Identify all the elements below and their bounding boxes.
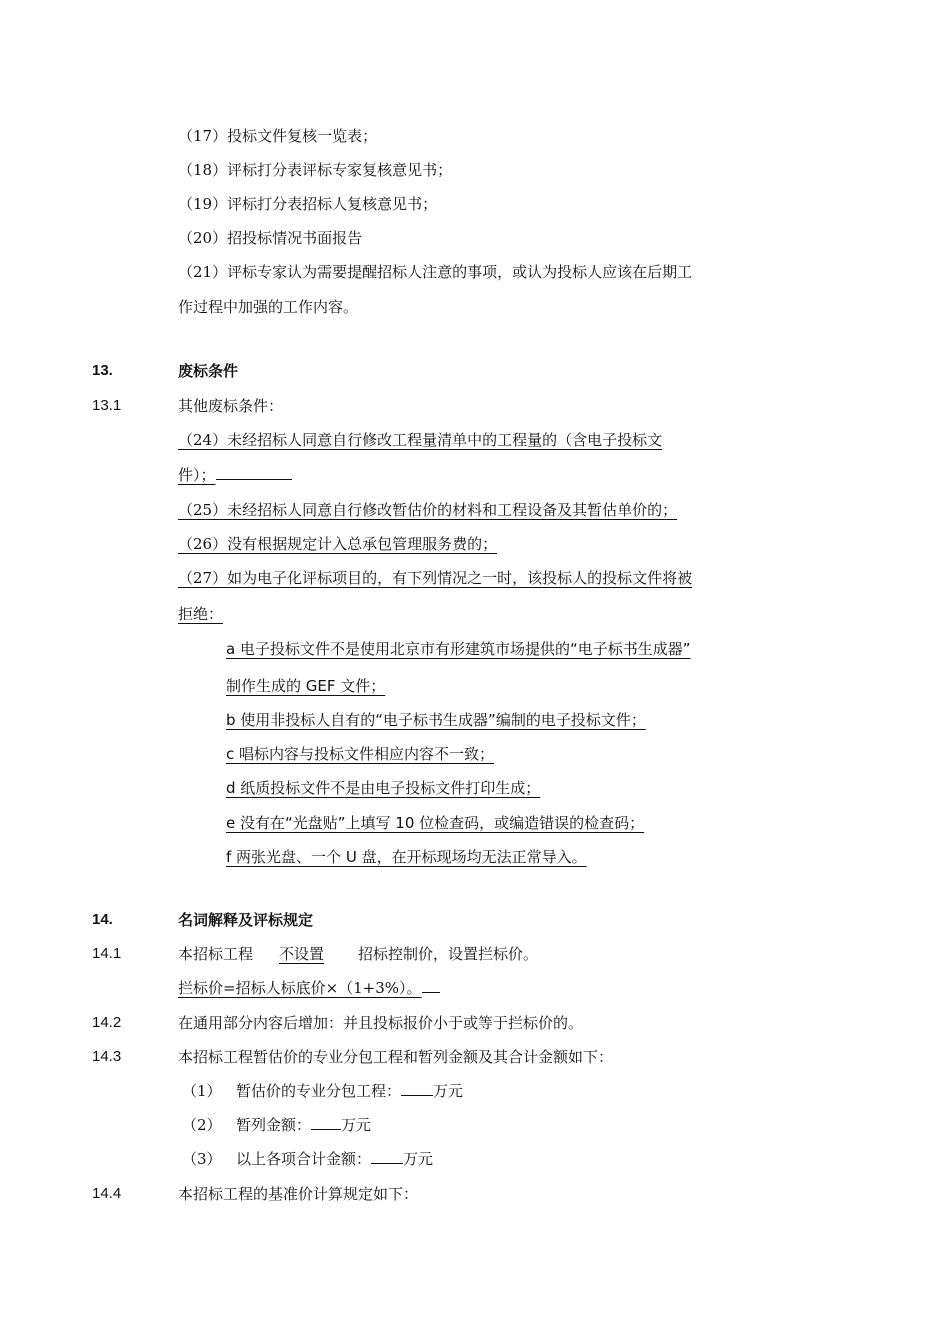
condition-24-cont-text: 件）； bbox=[178, 466, 216, 484]
condition-24-cont bbox=[178, 465, 292, 485]
amount-1 bbox=[236, 1081, 463, 1101]
amount-3 bbox=[236, 1149, 433, 1169]
amount-2 bbox=[236, 1115, 371, 1135]
amount-3-unit: 万元 bbox=[403, 1150, 434, 1168]
sub-condition-c: c 唱标内容与投标文件相应内容不一致； bbox=[226, 745, 495, 763]
sub-condition-a: a 电子投标文件不是使用北京市有形建筑市场提供的“电子标书生成器” bbox=[226, 640, 691, 658]
p141-pre: 本招标工程 bbox=[178, 945, 254, 963]
list-item-20: （20）招投标情况书面报告 bbox=[178, 229, 363, 247]
list-item-21: （21）评标专家认为需要提醒招标人注意的事项，或认为投标人应该在后期工 bbox=[178, 263, 693, 281]
amount-2-label: 暂列金额： bbox=[236, 1116, 312, 1134]
section-14-1-text bbox=[178, 944, 538, 964]
section-13-1-number: 13.1 bbox=[92, 397, 122, 414]
section-14-4-text: 本招标工程的基准价计算规定如下： bbox=[178, 1185, 419, 1203]
section-14-number: 14. bbox=[92, 911, 113, 928]
sub-condition-b: b 使用非投标人自有的“电子标书生成器”编制的电子投标文件； bbox=[226, 711, 646, 729]
underline-blank bbox=[216, 465, 292, 480]
section-13-number: 13. bbox=[92, 362, 113, 379]
section-13-1-title: 其他废标条件： bbox=[178, 397, 284, 415]
section-14-2-text: 在通用部分内容后增加：并且投标报价小于或等于拦标价的。 bbox=[178, 1014, 584, 1032]
sub-condition-d: d 纸质投标文件不是由电子投标文件打印生成； bbox=[226, 779, 541, 797]
section-14-1-number: 14.1 bbox=[92, 945, 122, 962]
amount-3-blank bbox=[371, 1149, 403, 1164]
amount-1-unit: 万元 bbox=[433, 1082, 464, 1100]
amount-2-unit: 万元 bbox=[341, 1116, 372, 1134]
section-13-title: 废标条件 bbox=[178, 362, 239, 380]
section-14-3-text: 本招标工程暂估价的专业分包工程和暂列金额及其合计金额如下： bbox=[178, 1048, 614, 1066]
list-item-17: （17）投标文件复核一览表； bbox=[178, 127, 378, 145]
underline-blank bbox=[422, 978, 440, 993]
sub-condition-a-cont: 制作生成的 GEF 文件； bbox=[226, 677, 386, 695]
condition-26: （26）没有根据规定计入总承包管理服务费的； bbox=[178, 535, 498, 553]
list-item-19: （19）评标打分表招标人复核意见书； bbox=[178, 195, 438, 213]
section-14-4-number: 14.4 bbox=[92, 1185, 122, 1202]
condition-24: （24）未经招标人同意自行修改工程量清单中的工程量的（含电子投标文 bbox=[178, 431, 663, 449]
sub-condition-e: e 没有在“光盘贴”上填写 10 位检查码，或编造错误的检查码； bbox=[226, 814, 645, 832]
section-14-title: 名词解释及评标规定 bbox=[178, 911, 314, 929]
p141-formula: 拦标价=招标人标底价×（1+3%）。 bbox=[178, 979, 422, 997]
section-14-3-number: 14.3 bbox=[92, 1048, 122, 1065]
list-item-21-cont: 作过程中加强的工作内容。 bbox=[178, 298, 359, 316]
p141-fill: 不设置 bbox=[279, 945, 325, 963]
p141-post: 招标控制价，设置拦标价。 bbox=[358, 945, 539, 963]
amount-1-number: （1） bbox=[182, 1082, 222, 1100]
condition-25: （25）未经招标人同意自行修改暂估价的材料和工程设备及其暂估单价的； bbox=[178, 501, 678, 519]
amount-1-blank bbox=[401, 1081, 433, 1096]
amount-1-label: 暂估价的专业分包工程： bbox=[236, 1082, 402, 1100]
amount-2-blank bbox=[311, 1115, 341, 1130]
section-14-2-number: 14.2 bbox=[92, 1014, 122, 1031]
amount-2-number: （2） bbox=[182, 1116, 222, 1134]
amount-3-label: 以上各项合计金额： bbox=[236, 1150, 372, 1168]
list-item-18: （18）评标打分表评标专家复核意见书； bbox=[178, 161, 453, 179]
p141-formula-line bbox=[178, 978, 440, 998]
condition-27: （27）如为电子化评标项目的，有下列情况之一时，该投标人的投标文件将被 bbox=[178, 569, 693, 587]
amount-3-number: （3） bbox=[182, 1150, 222, 1168]
condition-27-cont: 拒绝： bbox=[178, 605, 224, 623]
sub-condition-f: f 两张光盘、一个 U 盘，在开标现场均无法正常导入。 bbox=[226, 848, 587, 866]
